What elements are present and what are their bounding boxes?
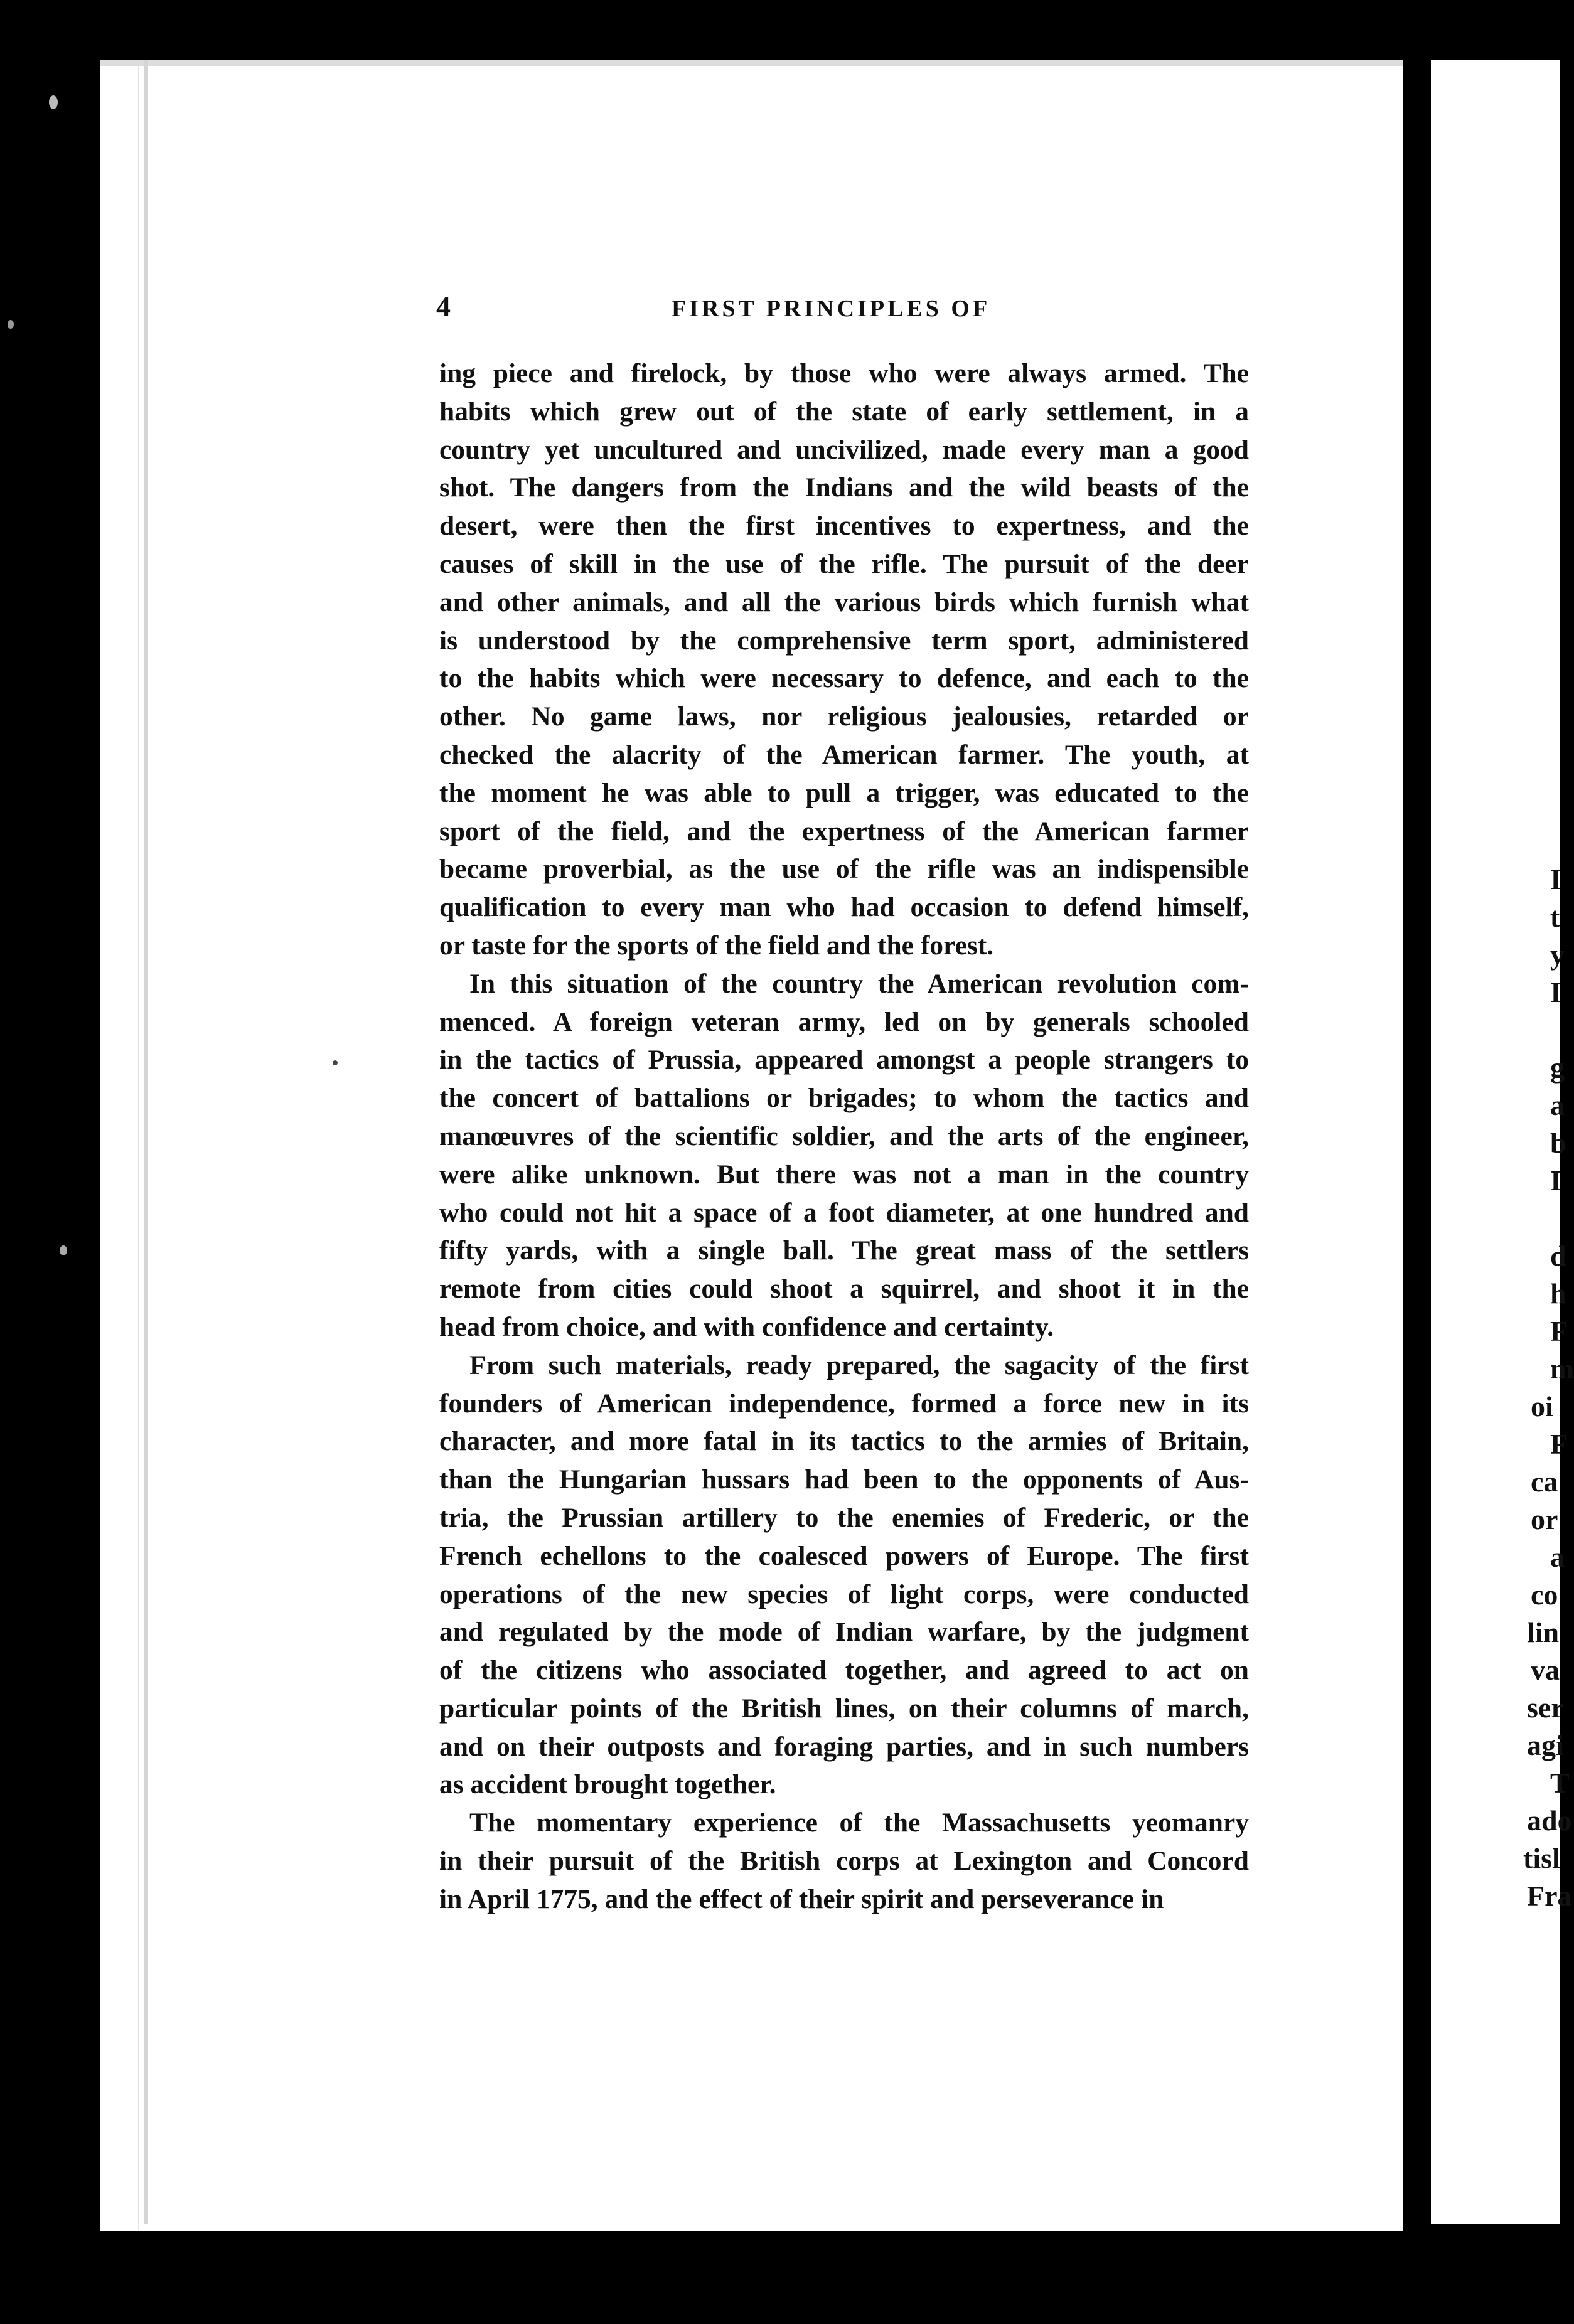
facing-page-fragment: I bbox=[1550, 1165, 1561, 1197]
facing-page-fragment: t bbox=[1550, 901, 1560, 933]
page-number: 4 bbox=[436, 290, 451, 322]
text-line: or taste for the sports of the field and the forest. bbox=[439, 930, 994, 961]
facing-page-fragment: g bbox=[1550, 1052, 1565, 1084]
text-line: French echellons to the coalesced powers of Europe. The first bbox=[439, 1540, 1249, 1571]
text-line: The momentary experience of the Massachusetts yeomanry bbox=[469, 1808, 1249, 1838]
text-line: causes of skill in the use of the rifle. The pursuit of the deer bbox=[439, 548, 1249, 579]
text-line: to the habits which were necessary to defence, and each to the bbox=[439, 663, 1249, 694]
facing-page-fragment: F bbox=[1550, 1315, 1568, 1347]
text-line: than the Hungarian hussars had been to the opponents of Aus- bbox=[439, 1464, 1249, 1495]
facing-page-fragment: T bbox=[1550, 1767, 1570, 1799]
text-line: and on their outposts and foraging parties, and in such numbers bbox=[439, 1731, 1249, 1762]
scan-speck bbox=[60, 1245, 67, 1255]
facing-page-fragment: I bbox=[1550, 976, 1561, 1008]
text-line: checked the alacrity of the American farmer. The youth, at bbox=[439, 739, 1249, 770]
text-line: is understood by the comprehensive term sport, administered bbox=[439, 625, 1249, 656]
facing-page-fragment: tisl bbox=[1523, 1842, 1560, 1874]
scan-speck bbox=[49, 95, 58, 109]
facing-page-fragment: b bbox=[1550, 1127, 1566, 1159]
text-line: who could not hit a space of a foot diameter, at one hundred and bbox=[439, 1197, 1249, 1228]
text-line: and regulated by the mode of Indian warfare, by the judgment bbox=[439, 1617, 1249, 1648]
running-head: FIRST PRINCIPLES OF bbox=[672, 296, 991, 322]
text-line: in April 1775, and the effect of their spirit and perseverance in bbox=[439, 1884, 1164, 1914]
text-line: operations of the new species of light corps, were conducted bbox=[439, 1579, 1249, 1609]
text-line: shot. The dangers from the Indians and the wild beasts of the bbox=[439, 472, 1249, 503]
text-line: became proverbial, as the use of the rifle was an indispensible bbox=[439, 854, 1249, 885]
facing-page-fragment: ado bbox=[1527, 1804, 1572, 1836]
facing-page-fragment: Fra bbox=[1527, 1880, 1572, 1912]
text-line: menced. A foreign veteran army, led on by generals schooled bbox=[439, 1006, 1249, 1037]
facing-page-fragment: ser bbox=[1527, 1692, 1564, 1724]
text-line: were alike unknown. But there was not a man in the country bbox=[439, 1159, 1249, 1190]
text-line: in their pursuit of the British corps at Lexington and Concord bbox=[439, 1846, 1249, 1877]
text-line: other. No game laws, nor religious jealousies, retarded or bbox=[439, 701, 1249, 732]
text-line: in the tactics of Prussia, appeared amongst a people strangers to bbox=[439, 1045, 1249, 1075]
text-line: fifty yards, with a single ball. The great mass of the settlers bbox=[439, 1235, 1249, 1266]
text-line: remote from cities could shoot a squirrel, and shoot it in the bbox=[439, 1274, 1249, 1304]
facing-page-fragment: co bbox=[1531, 1579, 1558, 1611]
text-line: country yet uncultured and uncivilized, made every man a good bbox=[439, 434, 1249, 465]
text-line: and other animals, and all the various birds which furnish what bbox=[439, 587, 1249, 617]
facing-page-fragment: a bbox=[1550, 1089, 1565, 1121]
facing-page-fragment: d bbox=[1550, 1240, 1566, 1272]
facing-page-fragment: lin bbox=[1527, 1616, 1560, 1648]
facing-page-fragment: y bbox=[1550, 939, 1565, 971]
text-line: character, and more fatal in its tactics to the armies of Britain, bbox=[439, 1426, 1249, 1457]
text-line: ing piece and firelock, by those who were always armed. The bbox=[439, 358, 1249, 388]
text-line: of the citizens who associated together, and agreed to act on bbox=[439, 1655, 1249, 1686]
facing-page-fragment: or bbox=[1531, 1503, 1558, 1535]
facing-page-fragment: F bbox=[1550, 1428, 1568, 1460]
text-line: head from choice, and with confidence and certainty. bbox=[439, 1311, 1054, 1342]
text-line: the moment he was able to pull a trigger, was educated to the bbox=[439, 777, 1249, 808]
text-line: tria, the Prussian artillery to the enemies of Frederic, or the bbox=[439, 1502, 1249, 1533]
text-line: sport of the field, and the expertness of the American farmer bbox=[439, 816, 1249, 846]
text-line: founders of American independence, formed a force new in its bbox=[439, 1388, 1249, 1419]
scan-speck bbox=[333, 1060, 338, 1065]
facing-page-fragment: m bbox=[1550, 1353, 1574, 1385]
text-line: as accident brought together. bbox=[439, 1769, 776, 1800]
text-line: particular points of the British lines, on their columns of march, bbox=[439, 1693, 1249, 1724]
text-line: desert, were then the first incentives to expertness, and the bbox=[439, 511, 1249, 541]
facing-page-fragment: oi bbox=[1531, 1390, 1553, 1422]
text-line: qualification to every man who had occasion to defend himself, bbox=[439, 892, 1249, 923]
page-edge-shadow bbox=[144, 60, 148, 2224]
text-line: In this situation of the country the American revolution com- bbox=[469, 968, 1249, 999]
facing-page-fragment: h bbox=[1550, 1277, 1566, 1309]
scan-speck bbox=[8, 320, 14, 329]
body-text bbox=[439, 354, 1249, 1919]
text-line: manœuvres of the scientific soldier, and the arts of the engineer, bbox=[439, 1121, 1249, 1151]
right-page-edge bbox=[1431, 60, 1574, 2224]
facing-page-fragment: I bbox=[1550, 863, 1561, 895]
facing-page-fragment: va bbox=[1531, 1654, 1560, 1686]
facing-page-fragment: ca bbox=[1531, 1466, 1558, 1498]
facing-page-fragment: agi bbox=[1527, 1729, 1564, 1761]
text-line: From such materials, ready prepared, the sagacity of the first bbox=[469, 1350, 1249, 1380]
text-line: the concert of battalions or brigades; to whom the tactics and bbox=[439, 1083, 1249, 1114]
text-line: habits which grew out of the state of early settlement, in a bbox=[439, 396, 1249, 427]
facing-page-fragment: a bbox=[1550, 1541, 1565, 1573]
